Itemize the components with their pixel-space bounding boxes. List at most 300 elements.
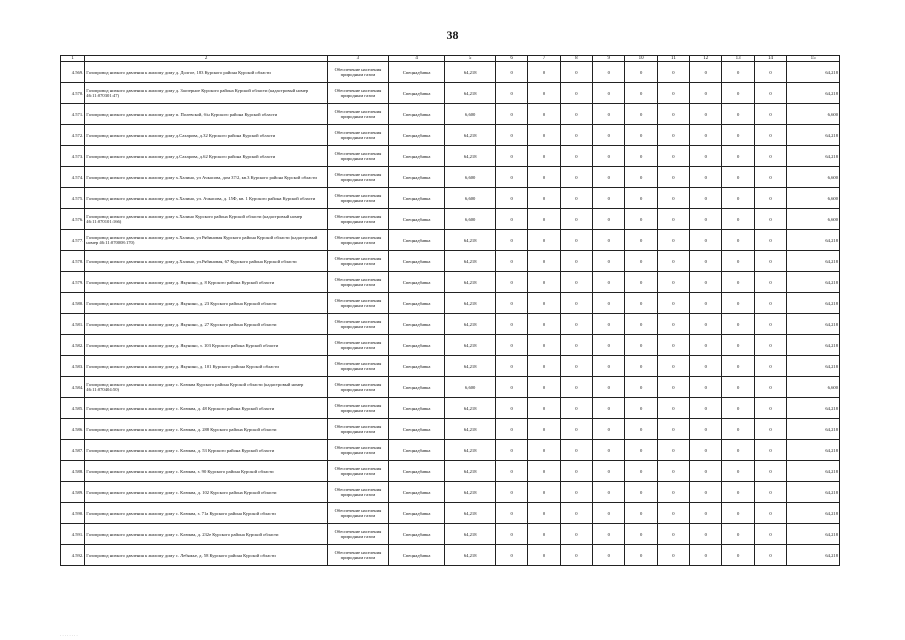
value-col-14: 0 [754,272,786,293]
value-col-14: 0 [754,125,786,146]
object-name: Газопровод низкого давления к жилому дому с. Клюква, д. 232е Курского района Курской области [85,524,328,545]
value-col-6: 0 [495,398,527,419]
value-col-7: 0 [528,188,560,209]
funding-source: Спецнадбавка [388,230,445,251]
value-col-6: 0 [495,188,527,209]
value-col-13: 0 [722,461,754,482]
value-col-13: 0 [722,230,754,251]
purpose: Обеспечение населения природным газом [328,545,389,566]
value-col-8: 0 [560,314,592,335]
total-value: 64,218 [445,83,496,104]
value-col-10: 0 [625,146,657,167]
value-col-11: 0 [657,62,689,83]
value-col-12: 0 [690,83,722,104]
purpose: Обеспечение населения природным газом [328,167,389,188]
column-header-7: 7 [528,56,560,62]
value-col-7: 0 [528,293,560,314]
value-col-7: 0 [528,503,560,524]
purpose: Обеспечение населения природным газом [328,440,389,461]
value-col-11: 0 [657,314,689,335]
table-row [61,482,840,503]
total-value: 6,600 [445,167,496,188]
total-value: 6,600 [445,377,496,398]
value-col-14: 0 [754,314,786,335]
value-col-11: 0 [657,419,689,440]
table-row [61,419,840,440]
table-row [61,293,840,314]
value-col-10: 0 [625,104,657,125]
value-col-14: 0 [754,293,786,314]
table-row [61,503,840,524]
row-number: 4.592. [61,545,85,566]
value-col-13: 0 [722,293,754,314]
object-name: Газопровод низкого давления к жилому дому д. Якунино, д. 101 Курского района Курской области [85,356,328,377]
final-value: 6,600 [787,167,840,188]
value-col-12: 0 [690,104,722,125]
value-col-13: 0 [722,398,754,419]
funding-source: Спецнадбавка [388,377,445,398]
funding-source: Спецнадбавка [388,335,445,356]
funding-source: Спецнадбавка [388,461,445,482]
purpose: Обеспечение населения природным газом [328,188,389,209]
value-col-10: 0 [625,83,657,104]
value-col-9: 0 [593,356,625,377]
value-col-10: 0 [625,209,657,230]
value-col-9: 0 [593,377,625,398]
value-col-6: 0 [495,83,527,104]
value-col-6: 0 [495,524,527,545]
row-number: 4.589. [61,482,85,503]
value-col-8: 0 [560,230,592,251]
funding-source: Спецнадбавка [388,398,445,419]
row-number: 4.583. [61,356,85,377]
final-value: 64,218 [787,440,840,461]
purpose: Обеспечение населения природным газом [328,251,389,272]
value-col-14: 0 [754,398,786,419]
value-col-6: 0 [495,314,527,335]
total-value: 6,600 [445,104,496,125]
value-col-7: 0 [528,398,560,419]
value-col-6: 0 [495,293,527,314]
value-col-9: 0 [593,461,625,482]
total-value: 64,218 [445,482,496,503]
value-col-14: 0 [754,251,786,272]
table-row [61,230,840,251]
final-value: 64,218 [787,482,840,503]
final-value: 64,218 [787,83,840,104]
final-value: 64,218 [787,62,840,83]
column-header-8: 8 [560,56,592,62]
value-col-6: 0 [495,461,527,482]
final-value: 64,218 [787,272,840,293]
total-value: 64,218 [445,524,496,545]
value-col-10: 0 [625,482,657,503]
value-col-11: 0 [657,209,689,230]
purpose: Обеспечение населения природным газом [328,356,389,377]
value-col-8: 0 [560,209,592,230]
total-value: 64,218 [445,461,496,482]
value-col-9: 0 [593,482,625,503]
final-value: 6,600 [787,188,840,209]
table-row [61,335,840,356]
funding-source: Спецнадбавка [388,314,445,335]
purpose: Обеспечение населения природным газом [328,293,389,314]
value-col-14: 0 [754,335,786,356]
value-col-12: 0 [690,503,722,524]
value-col-13: 0 [722,314,754,335]
value-col-11: 0 [657,146,689,167]
value-col-13: 0 [722,377,754,398]
value-col-9: 0 [593,524,625,545]
purpose: Обеспечение населения природным газом [328,230,389,251]
table-row [61,461,840,482]
value-col-14: 0 [754,167,786,188]
funding-source: Спецнадбавка [388,545,445,566]
value-col-7: 0 [528,209,560,230]
value-col-13: 0 [722,503,754,524]
value-col-11: 0 [657,461,689,482]
value-col-11: 0 [657,188,689,209]
object-name: Газопровод низкого давления к жилому дому с. Клюква, д. 288 Курского района Курской области [85,419,328,440]
value-col-6: 0 [495,335,527,356]
value-col-8: 0 [560,419,592,440]
value-col-14: 0 [754,104,786,125]
object-name: Газопровод низкого давления к жилому дому х.Халино, ул. Ачкасова, д. 15Ф, кв. 1 Курского района Курской области [85,188,328,209]
value-col-12: 0 [690,377,722,398]
value-col-10: 0 [625,356,657,377]
value-col-7: 0 [528,335,560,356]
total-value: 64,218 [445,356,496,377]
value-col-14: 0 [754,146,786,167]
table-row [61,83,840,104]
value-col-12: 0 [690,440,722,461]
total-value: 64,218 [445,335,496,356]
value-col-11: 0 [657,125,689,146]
value-col-11: 0 [657,83,689,104]
total-value: 64,218 [445,125,496,146]
column-header-2: 2 [85,56,328,62]
value-col-7: 0 [528,83,560,104]
table-row [61,356,840,377]
value-col-10: 0 [625,377,657,398]
value-col-10: 0 [625,62,657,83]
final-value: 64,218 [787,419,840,440]
final-value: 64,218 [787,335,840,356]
value-col-13: 0 [722,83,754,104]
total-value: 64,218 [445,146,496,167]
value-col-8: 0 [560,356,592,377]
value-col-6: 0 [495,272,527,293]
value-col-9: 0 [593,440,625,461]
value-col-11: 0 [657,440,689,461]
purpose: Обеспечение населения природным газом [328,503,389,524]
value-col-7: 0 [528,104,560,125]
total-value: 64,218 [445,398,496,419]
value-col-9: 0 [593,314,625,335]
value-col-6: 0 [495,146,527,167]
row-number: 4.579. [61,272,85,293]
value-col-14: 0 [754,503,786,524]
value-col-14: 0 [754,209,786,230]
value-col-10: 0 [625,419,657,440]
value-col-13: 0 [722,440,754,461]
row-number: 4.571. [61,104,85,125]
footer-marks: · · · · · · · · [60,633,78,638]
value-col-8: 0 [560,293,592,314]
object-name: Газопровод низкого давления к жилому дому д. Якунино, д. 23 Курского района Курской области [85,293,328,314]
value-col-8: 0 [560,335,592,356]
row-number: 4.580. [61,293,85,314]
value-col-6: 0 [495,125,527,146]
value-col-14: 0 [754,356,786,377]
value-col-10: 0 [625,230,657,251]
value-col-12: 0 [690,209,722,230]
value-col-9: 0 [593,251,625,272]
table-row [61,545,840,566]
value-col-8: 0 [560,524,592,545]
value-col-14: 0 [754,83,786,104]
object-name: Газопровод низкого давления к жилому дому с. Клюква, д. 53 Курского района Курской области [85,440,328,461]
row-number: 4.581. [61,314,85,335]
object-name: Газопровод низкого давления к жилому дому д. Якунино, д. 8 Курского района Курской области [85,272,328,293]
funding-source: Спецнадбавка [388,251,445,272]
funding-source: Спецнадбавка [388,146,445,167]
value-col-10: 0 [625,503,657,524]
value-col-13: 0 [722,272,754,293]
total-value: 6,600 [445,209,496,230]
purpose: Обеспечение населения природным газом [328,104,389,125]
value-col-12: 0 [690,251,722,272]
value-col-14: 0 [754,545,786,566]
value-col-9: 0 [593,83,625,104]
value-col-10: 0 [625,125,657,146]
value-col-9: 0 [593,146,625,167]
value-col-9: 0 [593,230,625,251]
purpose: Обеспечение населения природным газом [328,62,389,83]
column-header-1: 1 [61,56,85,62]
value-col-11: 0 [657,545,689,566]
value-col-9: 0 [593,398,625,419]
value-col-8: 0 [560,251,592,272]
funding-source: Спецнадбавка [388,104,445,125]
value-col-6: 0 [495,251,527,272]
funding-source: Спецнадбавка [388,272,445,293]
value-col-13: 0 [722,209,754,230]
value-col-10: 0 [625,398,657,419]
object-name: Газопровод низкого давления к жилому дому п. Полевской, б/н Курского района Курской области [85,104,328,125]
row-number: 4.584. [61,377,85,398]
object-name: Газопровод низкого давления к жилому дому с. Клюква, д. 102 Курского района Курской области [85,482,328,503]
column-header-5: 5 [445,56,496,62]
object-name: Газопровод низкого давления к жилому дому с. Клюква, д. 48 Курского района Курской области [85,398,328,419]
value-col-14: 0 [754,524,786,545]
value-col-7: 0 [528,377,560,398]
value-col-7: 0 [528,146,560,167]
object-name: Газопровод низкого давления к жилому дому д.Сахарова, д.62 Курского района Курской области [85,146,328,167]
value-col-9: 0 [593,335,625,356]
value-col-10: 0 [625,293,657,314]
value-col-14: 0 [754,230,786,251]
table-row [61,377,840,398]
value-col-12: 0 [690,293,722,314]
value-col-11: 0 [657,272,689,293]
value-col-8: 0 [560,62,592,83]
value-col-9: 0 [593,293,625,314]
final-value: 64,218 [787,503,840,524]
final-value: 64,218 [787,251,840,272]
value-col-6: 0 [495,419,527,440]
value-col-12: 0 [690,62,722,83]
row-number: 4.587. [61,440,85,461]
row-number: 4.585. [61,398,85,419]
value-col-12: 0 [690,146,722,167]
value-col-10: 0 [625,188,657,209]
total-value: 64,218 [445,62,496,83]
value-col-13: 0 [722,125,754,146]
funding-source: Спецнадбавка [388,440,445,461]
purpose: Обеспечение населения природным газом [328,524,389,545]
column-header-3: 3 [328,56,389,62]
value-col-13: 0 [722,167,754,188]
value-col-6: 0 [495,209,527,230]
value-col-8: 0 [560,482,592,503]
column-header-10: 10 [625,56,657,62]
value-col-14: 0 [754,188,786,209]
column-header-13: 13 [722,56,754,62]
purpose: Обеспечение населения природным газом [328,335,389,356]
value-col-9: 0 [593,104,625,125]
final-value: 64,218 [787,125,840,146]
value-col-13: 0 [722,419,754,440]
purpose: Обеспечение населения природным газом [328,146,389,167]
object-name: Газопровод низкого давления к жилому дому х.Халино Курского района Курской области (кадастровый номер 46:11:070101:166) [85,209,328,230]
value-col-13: 0 [722,482,754,503]
value-col-7: 0 [528,167,560,188]
value-col-8: 0 [560,125,592,146]
funding-source: Спецнадбавка [388,167,445,188]
value-col-6: 0 [495,230,527,251]
value-col-14: 0 [754,482,786,503]
object-name: Газопровод низкого давления к жилому дому д. Якунино, д. 27 Курского района Курской области [85,314,328,335]
value-col-7: 0 [528,251,560,272]
value-col-6: 0 [495,356,527,377]
value-col-10: 0 [625,314,657,335]
row-number: 4.582. [61,335,85,356]
value-col-9: 0 [593,62,625,83]
value-col-8: 0 [560,461,592,482]
purpose: Обеспечение населения природным газом [328,209,389,230]
row-number: 4.591. [61,524,85,545]
total-value: 64,218 [445,314,496,335]
value-col-7: 0 [528,125,560,146]
column-header-15: 15 [787,56,840,62]
purpose: Обеспечение населения природным газом [328,398,389,419]
total-value: 64,218 [445,503,496,524]
table-row [61,125,840,146]
value-col-12: 0 [690,356,722,377]
value-col-8: 0 [560,503,592,524]
value-col-9: 0 [593,545,625,566]
value-col-11: 0 [657,167,689,188]
final-value: 6,600 [787,209,840,230]
value-col-12: 0 [690,482,722,503]
object-name: Газопровод низкого давления к жилому дому д. Якунино, з. 103 Курского района Курской области [85,335,328,356]
value-col-11: 0 [657,398,689,419]
value-col-10: 0 [625,167,657,188]
value-col-8: 0 [560,167,592,188]
value-col-12: 0 [690,524,722,545]
purpose: Обеспечение населения природным газом [328,461,389,482]
value-col-9: 0 [593,272,625,293]
row-number: 4.578. [61,251,85,272]
value-col-14: 0 [754,377,786,398]
final-value: 6,600 [787,377,840,398]
table-row [61,146,840,167]
value-col-12: 0 [690,398,722,419]
object-name: Газопровод низкого давления к жилому дому с. Клюква, з. 71а Курского района Курской области [85,503,328,524]
column-header-14: 14 [754,56,786,62]
funding-source: Спецнадбавка [388,125,445,146]
total-value: 64,218 [445,251,496,272]
value-col-9: 0 [593,503,625,524]
final-value: 6,600 [787,104,840,125]
table-row [61,62,840,83]
table-row [61,209,840,230]
row-number: 4.576. [61,209,85,230]
value-col-6: 0 [495,377,527,398]
column-header-11: 11 [657,56,689,62]
page-number: 38 [446,28,459,42]
object-name: Газопровод низкого давления к жилому дому д. Заозерное Курского района Курской области (кадастровый номер 46:11:070301:47) [85,83,328,104]
value-col-7: 0 [528,272,560,293]
final-value: 64,218 [787,545,840,566]
object-name: Газопровод низкого давления к жилому дому с. Клюква Курского района Курской области (кадастровый номер 46:11:070404:50) [85,377,328,398]
value-col-12: 0 [690,167,722,188]
purpose: Обеспечение населения природным газом [328,314,389,335]
row-number: 4.588. [61,461,85,482]
value-col-6: 0 [495,62,527,83]
value-col-10: 0 [625,440,657,461]
total-value: 64,218 [445,293,496,314]
value-col-14: 0 [754,461,786,482]
purpose: Обеспечение населения природным газом [328,419,389,440]
value-col-12: 0 [690,545,722,566]
value-col-11: 0 [657,251,689,272]
value-col-14: 0 [754,419,786,440]
value-col-12: 0 [690,461,722,482]
value-col-8: 0 [560,83,592,104]
value-col-6: 0 [495,503,527,524]
funding-source: Спецнадбавка [388,524,445,545]
value-col-10: 0 [625,524,657,545]
value-col-12: 0 [690,230,722,251]
value-col-13: 0 [722,356,754,377]
value-col-8: 0 [560,272,592,293]
value-col-13: 0 [722,251,754,272]
value-col-9: 0 [593,188,625,209]
purpose: Обеспечение населения природным газом [328,272,389,293]
purpose: Обеспечение населения природным газом [328,482,389,503]
value-col-12: 0 [690,188,722,209]
final-value: 64,218 [787,398,840,419]
table-row [61,440,840,461]
final-value: 64,218 [787,230,840,251]
row-number: 4.586. [61,419,85,440]
value-col-9: 0 [593,209,625,230]
value-col-6: 0 [495,440,527,461]
total-value: 64,218 [445,419,496,440]
value-col-8: 0 [560,440,592,461]
